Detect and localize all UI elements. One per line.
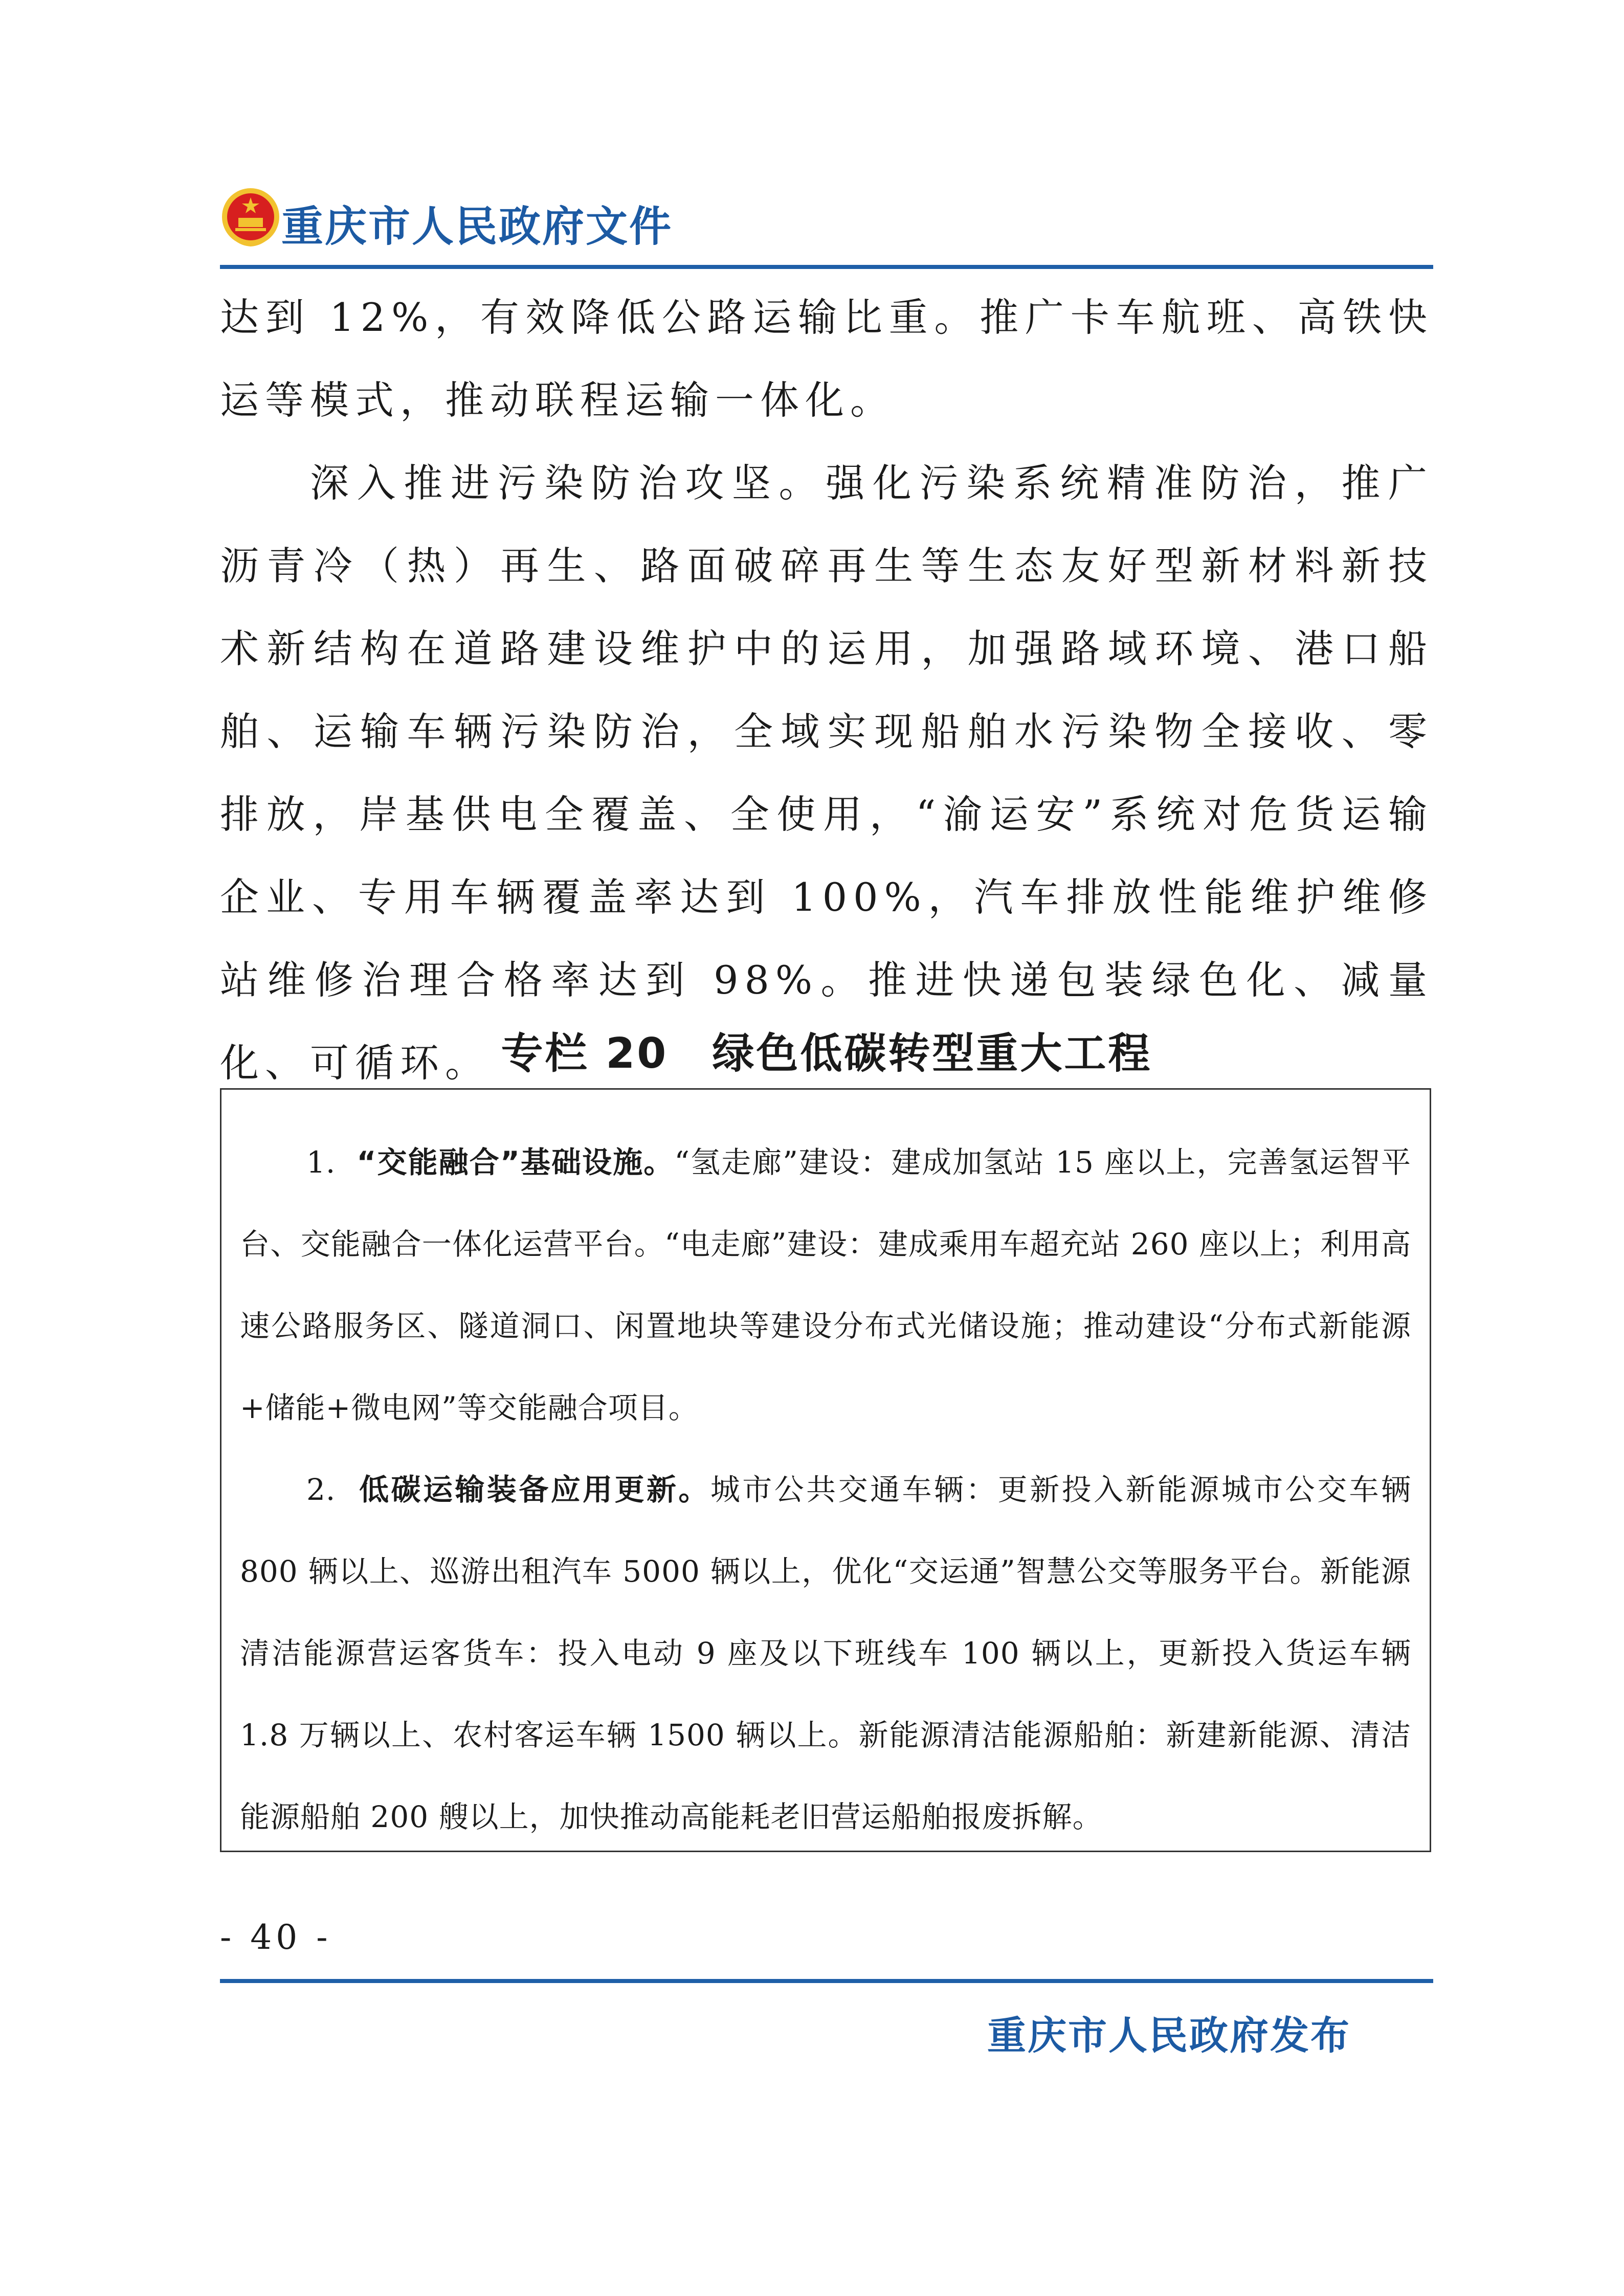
box-item	[240, 1449, 1411, 1858]
body-text	[220, 276, 1433, 1105]
document-header	[220, 178, 1433, 270]
item-text: “氢走廊”建设：建成加氢站 15 座以上，完善氢运智平台、交能融合一体化运营平台。“电走廊”建设：建成乘用车超充站 260 座以上；利用高速公路服务区、隧道洞口、闲置地块等建设分布式光储设施；推动建设“分布式新能源+储能+微电网”等交能融合项目。	[240, 1145, 1411, 1425]
box-title: 专栏 20 绿色低碳转型重大工程	[501, 1029, 1152, 1078]
paragraph: 深入推进污染防治攻坚。强化污染系统精准防治，推广沥青冷（热）再生、路面破碎再生等生态友好型新材料新技术新结构在道路建设维护中的运用，加强路域环境、港口船舶、运输车辆污染防治，全域实现船舶水污染物全接收、零排放，岸基供电全覆盖、全使用，“渝运安”系统对危货运输企业、专用车辆覆盖率达到 100%，汽车排放性能维护维修站维修治理合格率达到 98%。推进快递包装绿色化、减量化、可循环。	[220, 460, 1433, 1086]
page-number: - 40 -	[220, 1918, 332, 1957]
item-text: 城市公共交通车辆：更新投入新能源城市公交车辆 800 辆以上、巡游出租汽车 5000 辆以上，优化“交运通”智慧公交等服务平台。新能源清洁能源营运客货车：投入电动 9 座及以下班线车 100 辆以上，更新投入货运车辆 1.8 万辆以上、农村客运车辆 1500 辆以上。新能源清洁能源船舶：新建新能源、清洁能源船舶 200 艘以上，加快推动高能耗老旧营运船舶报废拆解。	[240, 1472, 1411, 1834]
header-rule	[220, 265, 1433, 269]
project-box	[220, 1088, 1431, 1852]
item-lead: “交能融合”基础设施。	[357, 1145, 675, 1180]
item-number: 1.	[306, 1145, 336, 1180]
footer-rule	[220, 1979, 1433, 1983]
national-emblem-icon	[220, 186, 281, 247]
item-number: 2.	[306, 1472, 336, 1507]
item-lead: 低碳运输装备应用更新。	[359, 1472, 710, 1507]
header-title: 重庆市人民政府文件	[281, 202, 673, 251]
box-item	[240, 1121, 1411, 1449]
footer-publisher: 重庆市人民政府发布	[987, 2013, 1351, 2058]
paragraph: 达到 12%，有效降低公路运输比重。推广卡车航班、高铁快运等模式，推动联程运输一体化。	[220, 295, 1433, 423]
